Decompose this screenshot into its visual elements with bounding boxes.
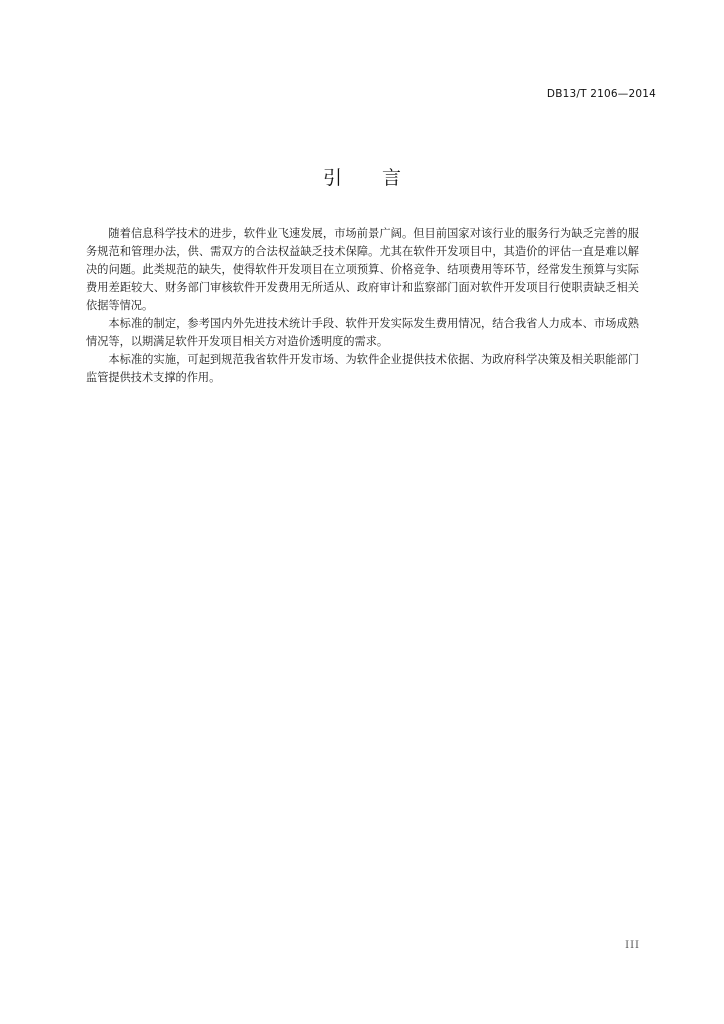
paragraph-3: 本标准的实施，可起到规范我省软件开发市场、为软件企业提供技术依据、为政府科学决策及相关职能部门监管提供技术支撑的作用。	[86, 353, 639, 384]
page-number: III	[625, 940, 640, 951]
paragraph-2: 本标准的制定，参考国内外先进技术统计手段、软件开发实际发生费用情况，结合我省人力成本、市场成熟情况等，以期满足软件开发项目相关方对造价透明度的需求。	[86, 317, 639, 348]
section-title: 引言	[322, 167, 441, 189]
document-code: DB13/T 2106—2014	[546, 88, 656, 100]
paragraph-1: 随着信息科学技术的进步，软件业飞速发展，市场前景广阔。但目前国家对该行业的服务行为缺乏完善的服务规范和管理办法，供、需双方的合法权益缺乏技术保障。尤其在软件开发项目中，其造价的评估一直是难以解决的问题。此类规范的缺失，使得软件开发项目在立项预算、价格竞争、结项费用等环节，经常发生预算与实际费用差距较大、财务部门审核软件开发费用无所适从、政府审计和监察部门面对软件开发项目行使职责缺乏相关依据等情况。	[86, 227, 639, 312]
introduction-body	[86, 225, 639, 387]
